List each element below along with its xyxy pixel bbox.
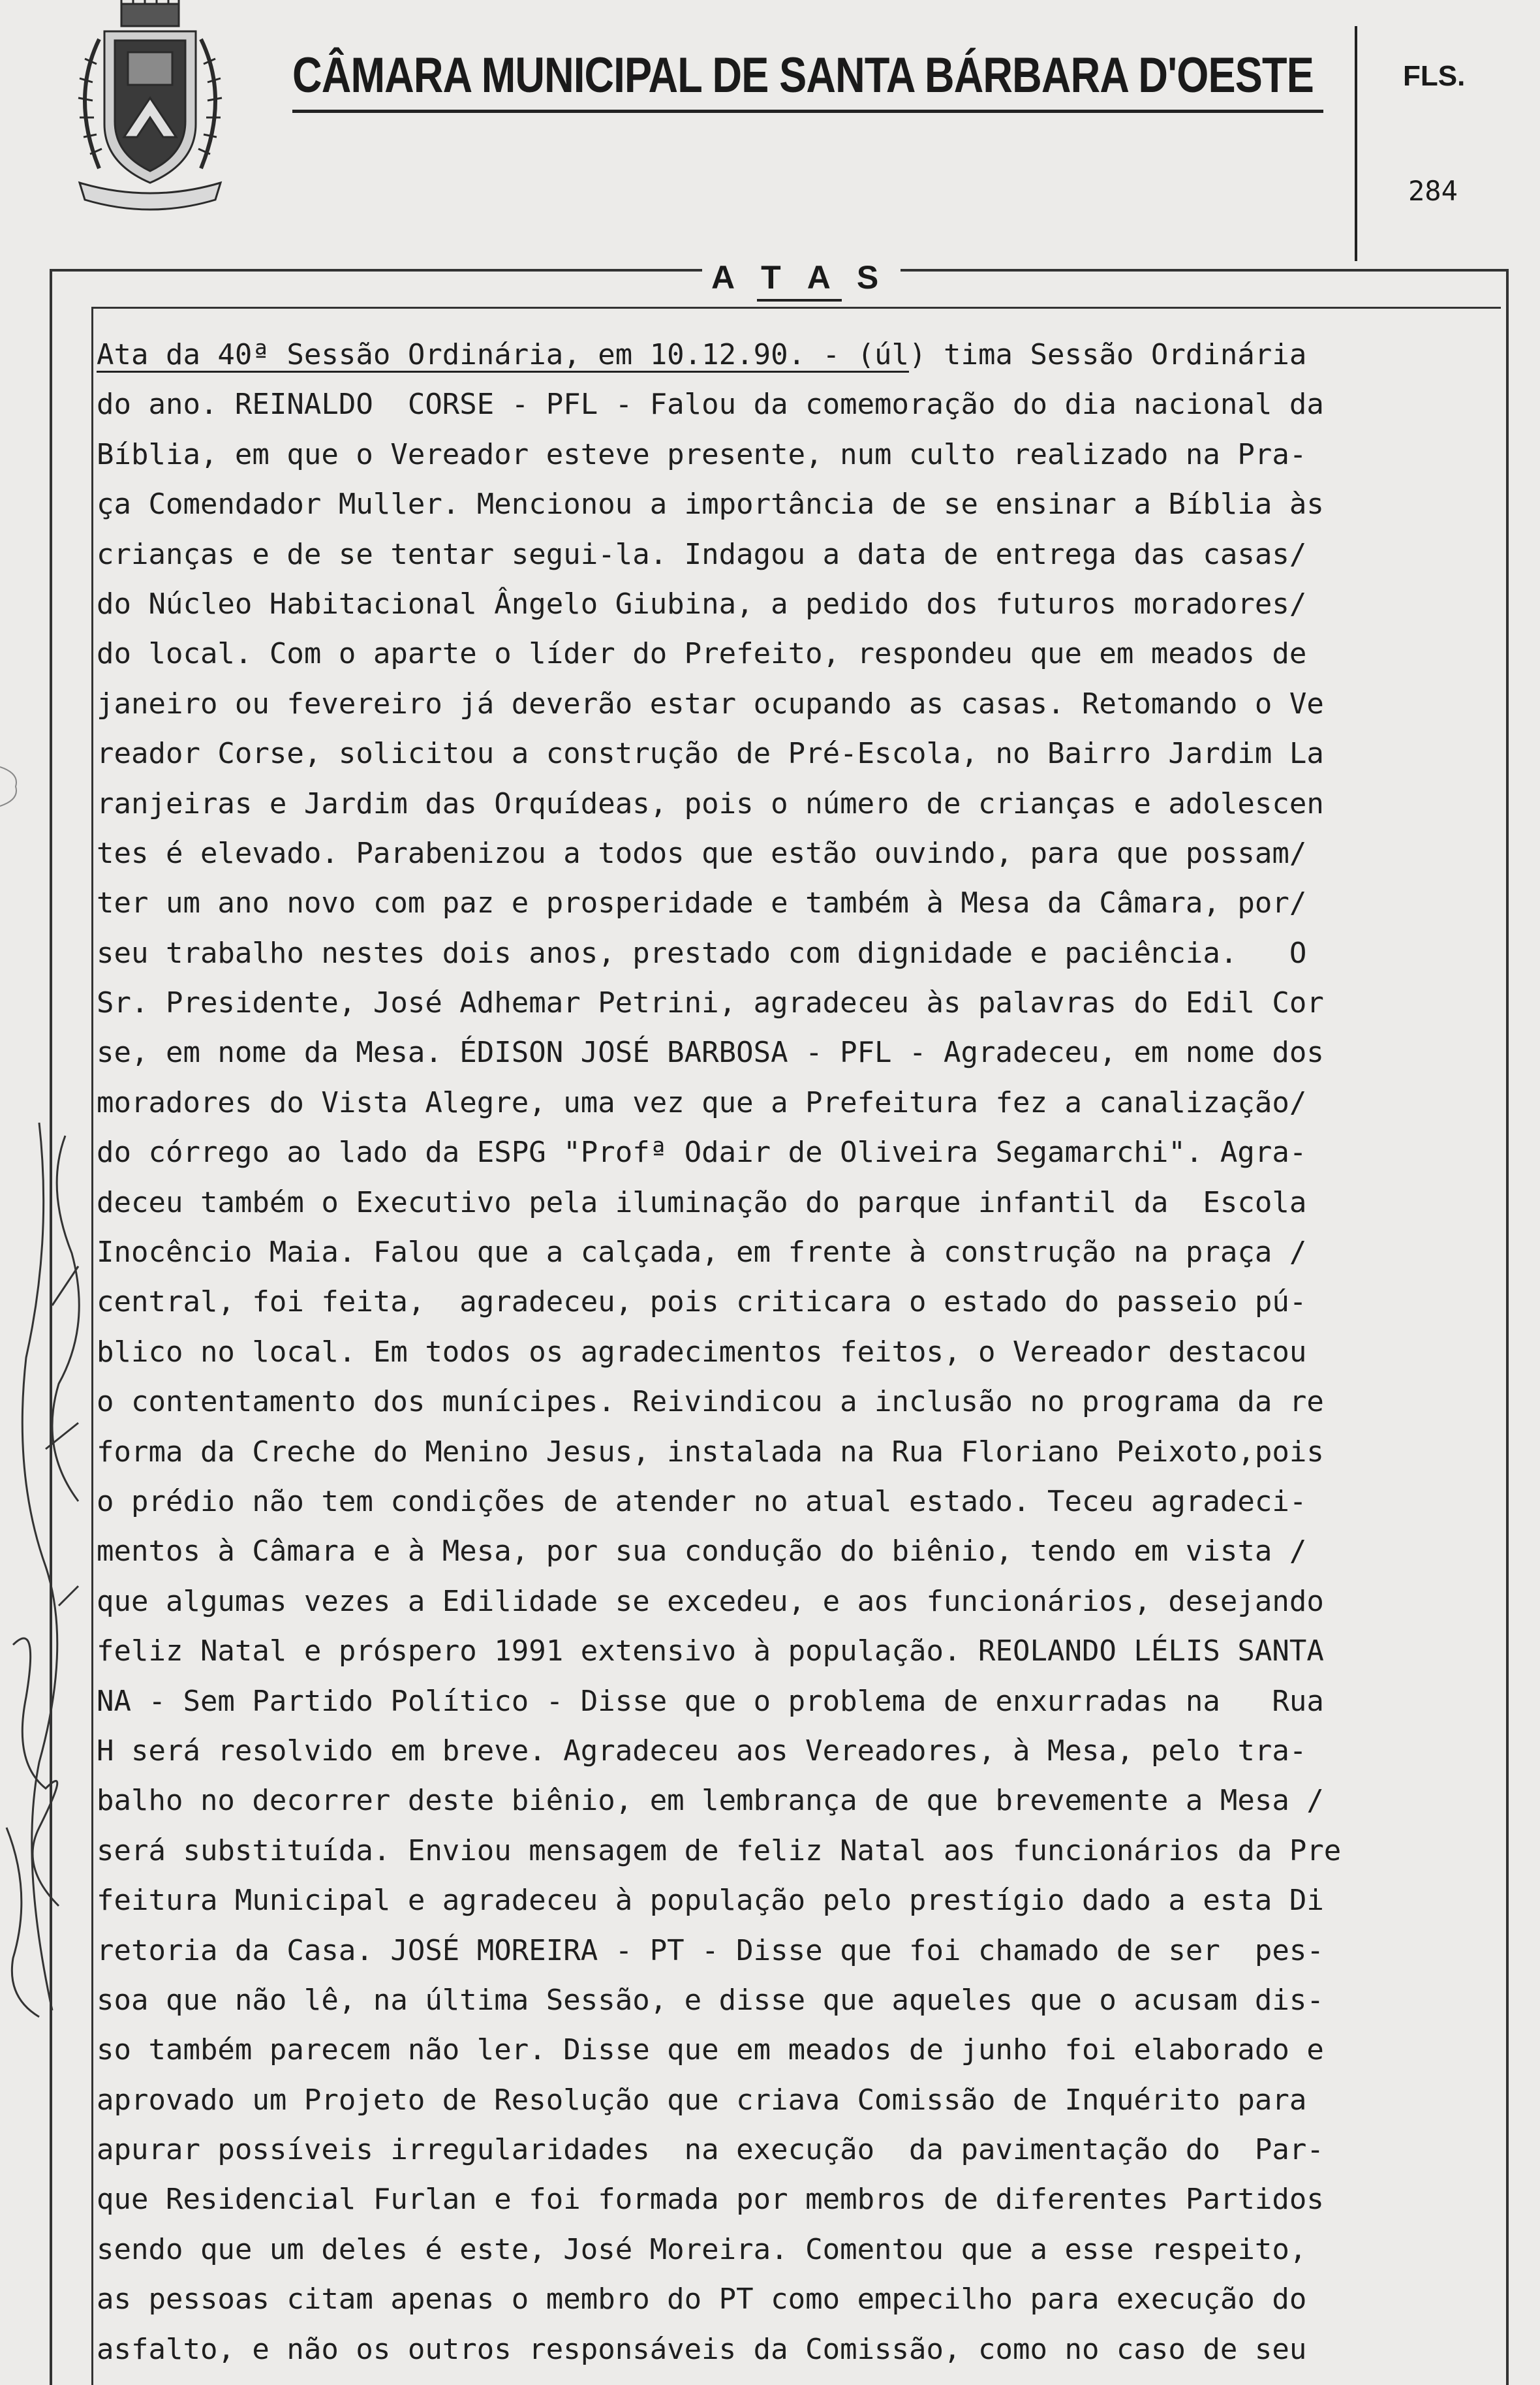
text-line: sendo que um deles é este, José Moreira. Comentou que a esse respeito, xyxy=(97,2232,1307,2266)
text-line: moradores do Vista Alegre, uma vez que a Prefeitura fez a canalização/ xyxy=(97,1085,1307,1119)
text-line: reador Corse, solicitou a construção de Pré-Escola, no Bairro Jardim La xyxy=(97,737,1324,771)
text-line: feliz Natal e próspero 1991 extensivo à população. REOLANDO LÉLIS SANTA xyxy=(97,1634,1324,1668)
frame-top-left-rule xyxy=(50,269,702,272)
text-line: soa que não lê, na última Sessão, e disse que aqueles que o acusam dis- xyxy=(97,1983,1324,2017)
text-line: blico no local. Em todos os agradecimentos feitos, o Vereador destacou xyxy=(97,1335,1307,1369)
text-line: Ata da 40ª Sessão Ordinária, em 10.12.90. - (úl) tima Sessão Ordinária xyxy=(97,338,1307,371)
text-line: se, em nome da Mesa. ÉDISON JOSÉ BARBOSA - PFL - Agradeceu, em nome dos xyxy=(97,1036,1324,1070)
text-line: Bíblia, em que o Vereador esteve presente, num culto realizado na Pra- xyxy=(97,437,1307,471)
text-line: janeiro ou fevereiro já deverão estar ocupando as casas. Retomando o Ve xyxy=(97,687,1324,721)
text-line: deceu também o Executivo pela iluminação do parque infantil da Escola xyxy=(97,1185,1307,1219)
text-line: do Núcleo Habitacional Ângelo Giubina, a pedido dos futuros moradores/ xyxy=(97,587,1307,621)
text-line: que Residencial Furlan e foi formada por membros de diferentes Partidos xyxy=(97,2183,1324,2217)
punch-hole-mark xyxy=(0,760,23,813)
section-title-underline xyxy=(757,299,842,302)
text-line: Inocêncio Maia. Falou que a calçada, em frente à construção na praça / xyxy=(97,1236,1307,1270)
text-line: do córrego ao lado da ESPG "Profª Odair de Oliveira Segamarchi". Agra- xyxy=(97,1136,1307,1170)
text-line: do ano. REINALDO CORSE - PFL - Falou da comemoração do dia nacional da xyxy=(97,388,1324,422)
text-line: so também parecem não ler. Disse que em meados de junho foi elaborado e xyxy=(97,2033,1324,2067)
header-divider xyxy=(1355,26,1357,261)
text-line: crianças e de se tentar segui-la. Indagou a data de entrega das casas/ xyxy=(97,537,1307,571)
minutes-body xyxy=(97,330,1500,2375)
text-line: o contentamento dos munícipes. Reivindicou a inclusão no programa da re xyxy=(97,1385,1324,1419)
text-line: feitura Municipal e agradeceu à população pelo prestígio dado a esta Di xyxy=(97,1884,1324,1918)
text-line: retoria da Casa. JOSÉ MOREIRA - PT - Disse que foi chamado de ser pes- xyxy=(97,1933,1324,1967)
text-line: seu trabalho nestes dois anos, prestado com dignidade e paciência. O xyxy=(97,936,1307,970)
text-line: Sr. Presidente, José Adhemar Petrini, agradeceu às palavras do Edil Cor xyxy=(97,986,1324,1020)
inner-frame-top-rule xyxy=(91,307,1501,309)
text-line: apurar possíveis irregularidades na execução da pavimentação do Par- xyxy=(97,2133,1324,2167)
text-line: NA - Sem Partido Político - Disse que o problema de enxurradas na Rua xyxy=(97,1684,1324,1718)
text-line: ça Comendador Muller. Mencionou a importância de se ensinar a Bíblia às xyxy=(97,488,1324,522)
institution-title: CÂMARA MUNICIPAL DE SANTA BÁRBARA D'OESTE xyxy=(292,48,1314,103)
text-line: do local. Com o aparte o líder do Prefeito, respondeu que em meados de xyxy=(97,637,1307,671)
text-line: o prédio não tem condições de atender no atual estado. Teceu agradeci- xyxy=(97,1484,1307,1518)
text-line: tes é elevado. Parabenizou a todos que estão ouvindo, para que possam/ xyxy=(97,836,1307,870)
text-line: mentos à Câmara e à Mesa, por sua condução do biênio, tendo em vista / xyxy=(97,1535,1307,1568)
text-line: forma da Creche do Menino Jesus, instalada na Rua Floriano Peixoto,pois xyxy=(97,1435,1324,1469)
handwritten-signatures-icon xyxy=(0,1110,98,2023)
text-line: central, foi feita, agradeceu, pois criticara o estado do passeio pú- xyxy=(97,1285,1307,1319)
municipal-coat-of-arms-icon xyxy=(65,0,235,215)
text-line: balho no decorrer deste biênio, em lembrança de que brevemente a Mesa / xyxy=(97,1784,1324,1818)
fls-label: FLS. xyxy=(1403,60,1466,92)
text-line: H será resolvido em breve. Agradeceu aos Vereadores, à Mesa, pelo tra- xyxy=(97,1734,1307,1768)
text-line: que algumas vezes a Edilidade se excedeu, e aos funcionários, desejando xyxy=(97,1584,1324,1618)
frame-top-right-rule xyxy=(901,269,1507,272)
frame-right-rule xyxy=(1506,269,1509,2385)
page-number: 284 xyxy=(1408,175,1458,207)
section-title: A T A S xyxy=(711,259,888,296)
text-line: ter um ano novo com paz e prosperidade e também à Mesa da Câmara, por/ xyxy=(97,886,1307,920)
text-line: será substituída. Enviou mensagem de feliz Natal aos funcionários da Pre xyxy=(97,1833,1342,1867)
text-line: as pessoas citam apenas o membro do PT como empecilho para execução do xyxy=(97,2283,1307,2316)
text-line: asfalto, e não os outros responsáveis da Comissão, como no caso de seu xyxy=(97,2332,1307,2366)
text-line: ranjeiras e Jardim das Orquídeas, pois o número de crianças e adolescen xyxy=(97,787,1324,820)
text-line: aprovado um Projeto de Resolução que criava Comissão de Inquérito para xyxy=(97,2083,1307,2117)
header-underline xyxy=(292,110,1323,113)
